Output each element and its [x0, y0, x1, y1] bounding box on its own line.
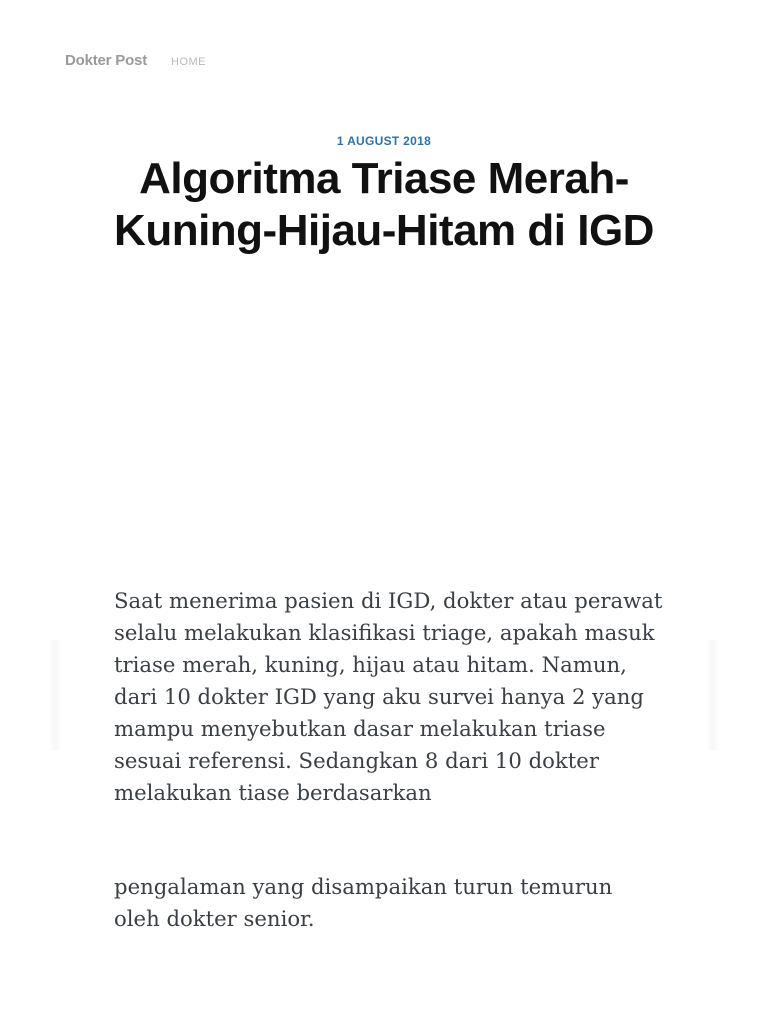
top-nav — [65, 52, 206, 69]
right-edge-shadow — [706, 640, 720, 750]
nav-home-link[interactable]: HOME — [171, 56, 206, 68]
post-paragraph: pengalaman yang disampaikan turun temurun oleh dokter senior. — [114, 874, 613, 931]
featured-media-placeholder — [0, 290, 768, 550]
left-edge-shadow — [48, 640, 62, 750]
post-date: 1 AUGUST 2018 — [336, 134, 432, 148]
post-title: Algoritma Triase Merah-Kuning-Hijau-Hitam di IGD — [114, 154, 654, 255]
post-paragraph: Saat menerima pasien di IGD, dokter atau perawat selalu melakukan klasifikasi triage, apakah masuk triase merah, kuning, hijau atau hitam. Namun, dari 10 dokter IGD yang aku survei hanya 2 yang mampu menyebutkan dasar melakukan triase sesuai referensi. Sedangkan 8 dari 10 dokter melakukan tiase berdasarkan — [114, 588, 663, 805]
site-brand-link[interactable]: Dokter Post — [65, 52, 147, 69]
